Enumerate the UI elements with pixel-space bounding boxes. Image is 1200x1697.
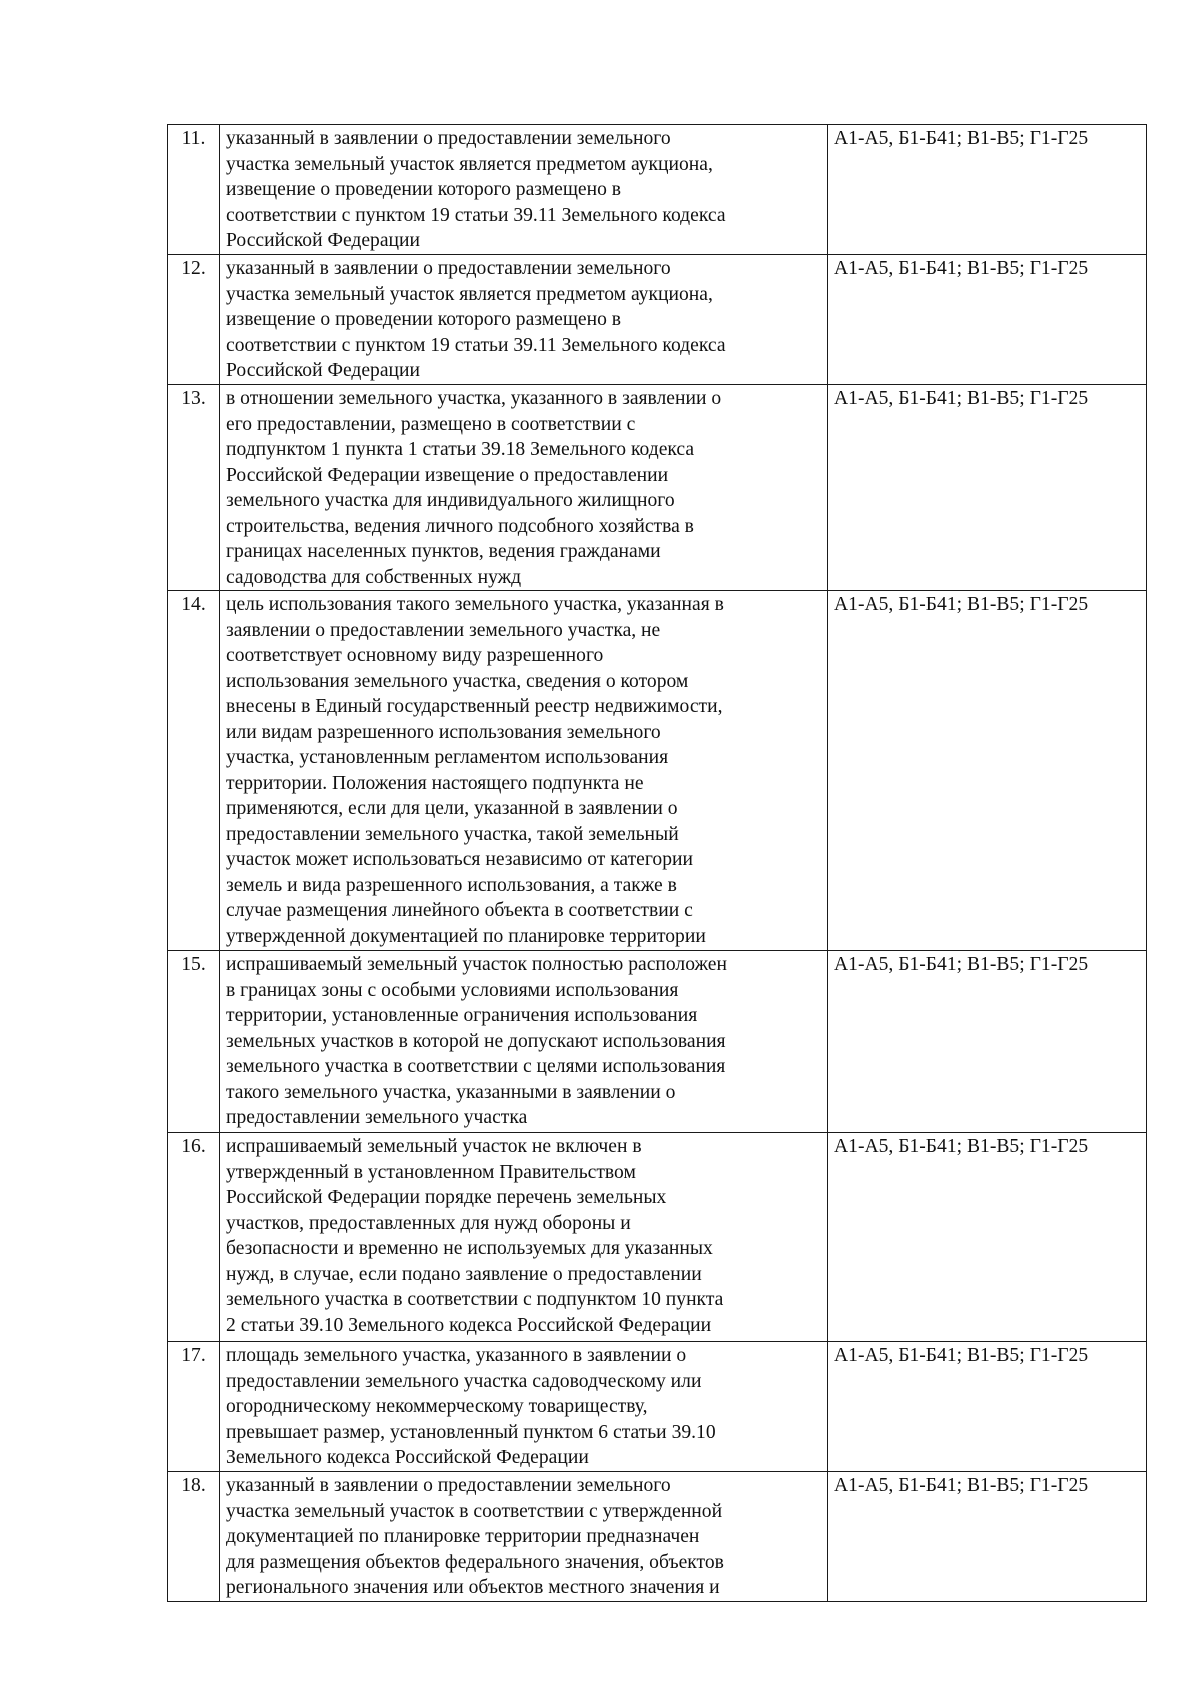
row-codes: А1-А5, Б1-Б41; В1-В5; Г1-Г25 bbox=[828, 125, 1147, 255]
table-row bbox=[168, 951, 1147, 1133]
row-number: 11. bbox=[168, 125, 220, 255]
row-text: указанный в заявлении о предоставлении земельного участка земельный участок является предметом аукциона, извещение о проведении которого размещено в соответствии с пунктом 19 статьи 39.11 Земельного кодекса Российской Федерации bbox=[220, 125, 828, 255]
table-row bbox=[168, 1342, 1147, 1472]
table-body bbox=[168, 125, 1147, 1602]
row-number: 16. bbox=[168, 1133, 220, 1342]
table-row bbox=[168, 1472, 1147, 1602]
row-text: испрашиваемый земельный участок полностью расположен в границах зоны с особыми условиями использования территории, установленные ограничения использования земельных участков в которой не допускают использования земельного участка в соответствии с целями использования такого земельного участка, указанными в заявлении о предоставлении земельного участка bbox=[220, 951, 828, 1133]
row-number: 15. bbox=[168, 951, 220, 1133]
table-row bbox=[168, 255, 1147, 385]
row-number: 17. bbox=[168, 1342, 220, 1472]
row-codes: А1-А5, Б1-Б41; В1-В5; Г1-Г25 bbox=[828, 1133, 1147, 1342]
row-codes: А1-А5, Б1-Б41; В1-В5; Г1-Г25 bbox=[828, 385, 1147, 591]
row-text: указанный в заявлении о предоставлении земельного участка земельный участок в соответствии с утвержденной документацией по планировке территории предназначен для размещения объектов федерального значения, объектов регионального значения или объектов местного значения и bbox=[220, 1472, 828, 1602]
refusal-grounds-table bbox=[167, 124, 1147, 1602]
row-codes: А1-А5, Б1-Б41; В1-В5; Г1-Г25 bbox=[828, 255, 1147, 385]
row-codes: А1-А5, Б1-Б41; В1-В5; Г1-Г25 bbox=[828, 1472, 1147, 1602]
row-number: 18. bbox=[168, 1472, 220, 1602]
table-row bbox=[168, 385, 1147, 591]
table-row bbox=[168, 591, 1147, 951]
row-text: указанный в заявлении о предоставлении земельного участка земельный участок является предметом аукциона, извещение о проведении которого размещено в соответствии с пунктом 19 статьи 39.11 Земельного кодекса Российской Федерации bbox=[220, 255, 828, 385]
row-text: испрашиваемый земельный участок не включен в утвержденный в установленном Правительством Российской Федерации порядке перечень земельных участков, предоставленных для нужд обороны и безопасности и временно не используемых для указанных нужд, в случае, если подано заявление о предоставлении земельного участка в соответствии с подпунктом 10 пункта 2 статьи 39.10 Земельного кодекса Российской Федерации bbox=[220, 1133, 828, 1342]
row-text: площадь земельного участка, указанного в заявлении о предоставлении земельного участка садоводческому или огородническому некоммерческому товариществу, превышает размер, установленный пунктом 6 статьи 39.10 Земельного кодекса Российской Федерации bbox=[220, 1342, 828, 1472]
row-codes: А1-А5, Б1-Б41; В1-В5; Г1-Г25 bbox=[828, 591, 1147, 951]
row-number: 13. bbox=[168, 385, 220, 591]
row-codes: А1-А5, Б1-Б41; В1-В5; Г1-Г25 bbox=[828, 1342, 1147, 1472]
row-number: 14. bbox=[168, 591, 220, 951]
row-codes: А1-А5, Б1-Б41; В1-В5; Г1-Г25 bbox=[828, 951, 1147, 1133]
document-page bbox=[167, 124, 1146, 1602]
row-number: 12. bbox=[168, 255, 220, 385]
table-row bbox=[168, 125, 1147, 255]
table-row bbox=[168, 1133, 1147, 1342]
row-text: цель использования такого земельного участка, указанная в заявлении о предоставлении земельного участка, не соответствует основному виду разрешенного использования земельного участка, сведения о котором внесены в Единый государственный реестр недвижимости, или видам разрешенного использования земельного участка, установленным регламентом использования территории. Положения настоящего подпункта не применяются, если для цели, указанной в заявлении о предоставлении земельного участка, такой земельный участок может использоваться независимо от категории земель и вида разрешенного использования, а также в случае размещения линейного объекта в соответствии с утвержденной документацией по планировке территории bbox=[220, 591, 828, 951]
row-text: в отношении земельного участка, указанного в заявлении о его предоставлении, размещено в соответствии с подпунктом 1 пункта 1 статьи 39.18 Земельного кодекса Российской Федерации извещение о предоставлении земельного участка для индивидуального жилищного строительства, ведения личного подсобного хозяйства в границах населенных пунктов, ведения гражданами садоводства для собственных нужд bbox=[220, 385, 828, 591]
